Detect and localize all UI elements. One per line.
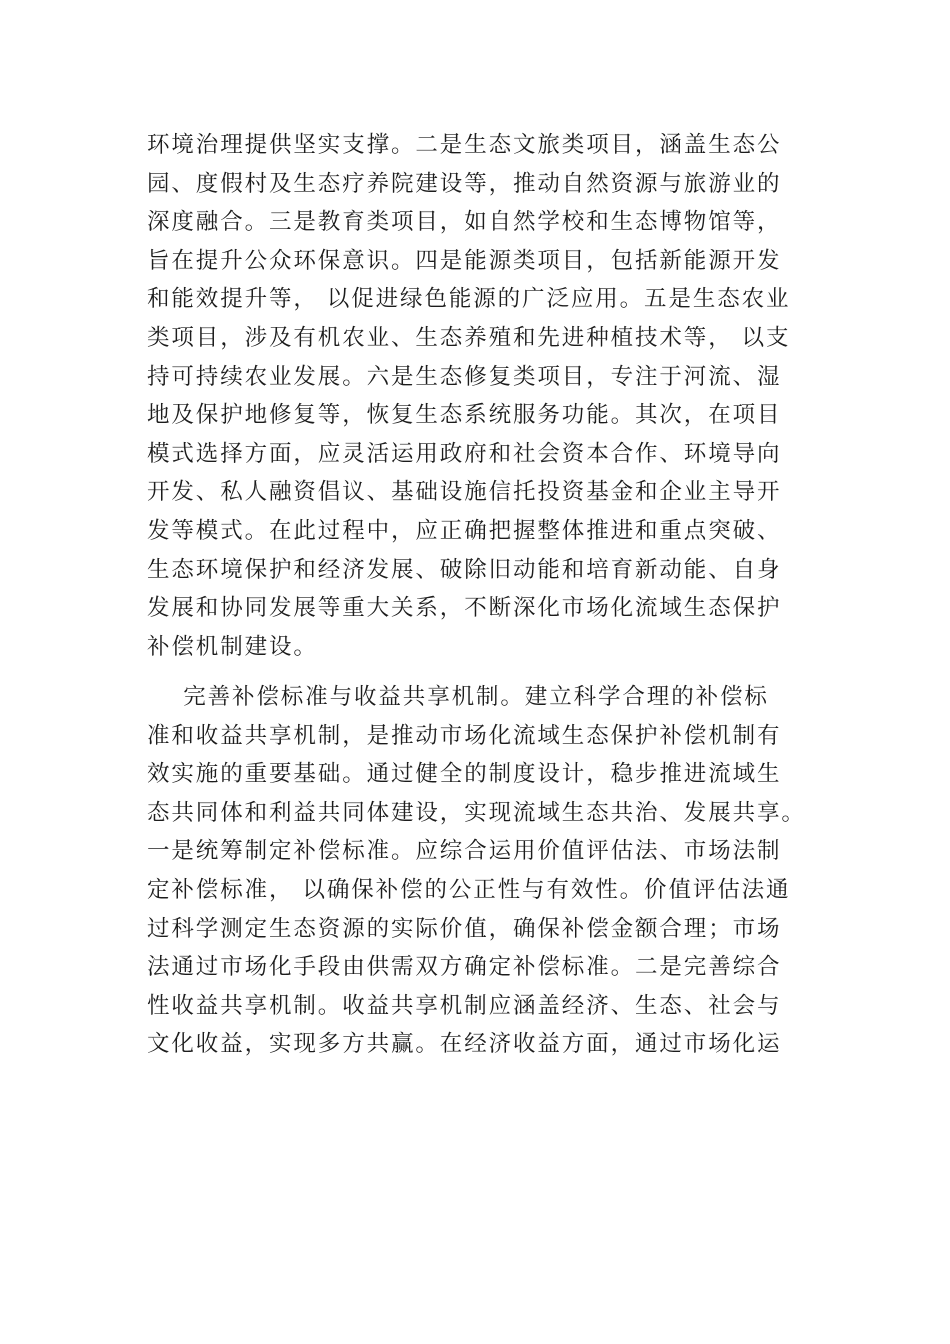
text-line: 持可持续农业发展。六是生态修复类项目，专注于河流、湿 [147, 363, 782, 390]
text-line: 生态环境保护和经济发展、破除旧动能和培育新动能、自身 [147, 556, 782, 583]
paragraph-project-types [147, 126, 807, 666]
text-line: 发等模式。在此过程中，应正确把握整体推进和重点突破、 [147, 517, 782, 544]
text-line: 性收益共享机制。收益共享机制应涵盖经济、生态、社会与 [147, 992, 782, 1019]
text-line: 地及保护地修复等，恢复生态系统服务功能。其次，在项目 [147, 402, 782, 429]
text-line: 旨在提升公众环保意识。四是能源类项目，包括新能源开发 [147, 247, 782, 274]
text-line: 模式选择方面，应灵活运用政府和社会资本合作、环境导向 [147, 440, 782, 467]
text-line: 补偿机制建设。 [147, 633, 318, 660]
text-line: 环境治理提供坚实支撑。二是生态文旅类项目，涵盖生态公 [147, 132, 782, 158]
text-line: 效实施的重要基础。通过健全的制度设计，稳步推进流域生 [147, 761, 782, 788]
text-line: 法通过市场化手段由供需双方确定补偿标准。二是完善综合 [147, 954, 782, 981]
text-line: 态共同体和利益共同体建设，实现流域生态共治、发展共享。 [147, 799, 806, 826]
text-line: 类项目，涉及有机农业、生态养殖和先进种植技术等， 以支 [147, 324, 791, 351]
paragraph-compensation-standards [147, 678, 807, 1064]
text-line: 园、度假村及生态疗养院建设等，推动自然资源与旅游业的 [147, 170, 782, 197]
text-line: 和能效提升等， 以促进绿色能源的广泛应用。五是生态农业 [147, 286, 791, 313]
text-line: 一是统筹制定补偿标准。应综合运用价值评估法、市场法制 [147, 838, 782, 865]
text-line: 发展和协同发展等重大关系，不断深化市场化流域生态保护 [147, 595, 782, 622]
text-line: 深度融合。三是教育类项目，如自然学校和生态博物馆等， [147, 209, 782, 236]
text-line: 过科学测定生态资源的实际价值，确保补偿金额合理；市场 [147, 915, 782, 942]
text-line: 完善补偿标准与收益共享机制。建立科学合理的补偿标 [147, 684, 769, 710]
text-line: 文化收益，实现多方共赢。在经济收益方面，通过市场化运 [147, 1031, 782, 1058]
text-line: 开发、私人融资倡议、基础设施信托投资基金和企业主导开 [147, 479, 782, 506]
text-line: 定补偿标准， 以确保补偿的公正性与有效性。价值评估法通 [147, 876, 791, 903]
text-line: 准和收益共享机制，是推动市场化流域生态保护补偿机制有 [147, 722, 782, 749]
